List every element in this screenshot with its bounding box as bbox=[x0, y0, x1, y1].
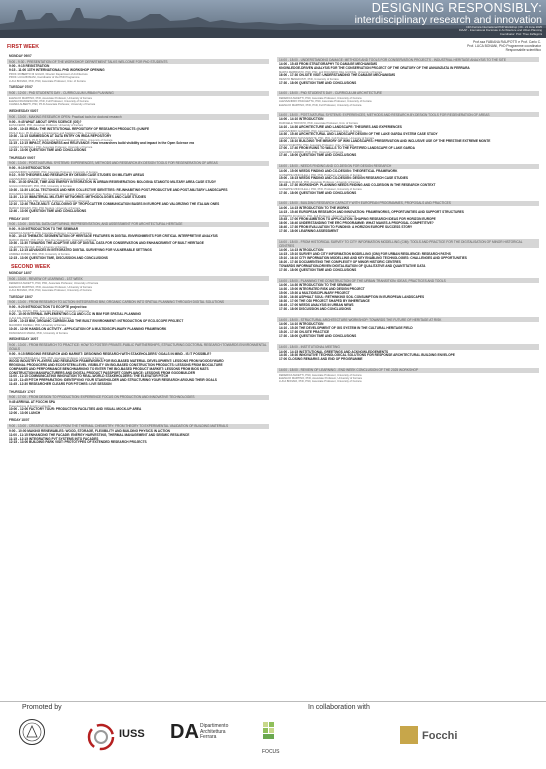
speaker-line: FEDERICA MAIETTI, PhD, PhD, Associate Professor, University of Ferrara bbox=[9, 282, 99, 286]
agenda-item: 12:10 - 12:40 TRACE-MILIT: CATALOGING OF TROPOCATTER COMMUNICATION BASES IN EUROPE AND VALORIZING THE ITALIAN ONES bbox=[9, 202, 220, 206]
speaker-line: GIUSEPPE MINCOLELLI, PhD, PhD, Professor, University of Ferrara bbox=[279, 173, 362, 177]
speaker-line: ALESSANDRO MASSARENTE, PhD, PhD, Full Professor, University of Ferrara bbox=[279, 136, 374, 140]
speaker-line: RENATO BENEDUSTI, PhD, University of Ferrara bbox=[279, 78, 339, 82]
da-letters: DA bbox=[170, 721, 199, 743]
agenda-item: 12:00 - 13:00 LUNCH bbox=[9, 411, 41, 416]
agenda-item: 17:00 CLOSING REMARKS AND END OF PROGRAMME bbox=[279, 357, 363, 362]
agenda-item: 14:10 - 14:30 ARCHITECTURE AND LANDSCAPE: THEORIES AND EXPERIENCES bbox=[279, 124, 402, 129]
agenda-item: 15:45 - 17:00 FROM AMBITION TO APPLICATION: SHAPING RESEARCH IDEAS FOR HORIZON EUROPE bbox=[279, 217, 436, 222]
speaker-line: FRANCESCO MARIA, PhD, University of Ferrara bbox=[9, 331, 68, 335]
speaker-line: GIACOMO GIRARDI, PhD, PhD, University of Ferrara bbox=[279, 151, 344, 155]
header-meta-3: Coordinator: Prof. Theo Zaffagnini bbox=[499, 31, 542, 36]
agenda-item: 12:15 - 13:00 QUESTION TIME AND CONCLUSIONS bbox=[9, 148, 87, 153]
agenda-item: WOOD INDUSTRY PLAYERS AND RESEARCH FRAMEWORKS FOR BIO-BASED MATERIAL DEVELOPMENT: LESSONS FROM WOODSYWARD bbox=[9, 358, 224, 363]
coordinator-3: Responsabile scientifico bbox=[505, 48, 541, 53]
speaker-line: GIULIA VICENTINI, PhD, Associate Professor, Univ. of Ferrara bbox=[279, 143, 354, 147]
session-block bbox=[7, 55, 269, 84]
agenda-item: 17:30 - 18:00 QUESTION TIME AND CONCLUSIONS bbox=[279, 190, 357, 195]
agenda-item: 10:30 - 11:30 LOCAL TECTONICS AND NEW COLLECTIVE IDENTITIES: RE-INHABITING POST-PRODUCTIVE AND POST-MILITARY LANDSCAPES bbox=[9, 187, 228, 192]
day-label: TUESDAY 15/07 bbox=[9, 294, 33, 299]
speaker-line: RICCARDO MANERI, PhD, Interuniversity Department of Regional and Urban Studies, Politecnico di Milano bbox=[9, 192, 138, 196]
speaker-line: LUCA BONANI, PhD, PhD, Associate Professor, University of Ferrara bbox=[279, 380, 362, 384]
day-label: FRIDAY 18/07 bbox=[9, 418, 30, 423]
agenda-item: 9:10 - 9:50 THEORIES AND RESEARCH BY DESIGN CASE STUDIES ON MILITARY AREAS bbox=[9, 173, 145, 178]
coordinator-2: Prof. LUCA BONANI, PhD Programme coordinator bbox=[467, 44, 541, 49]
speaker-line: ELENA FRANCESCONI, PhD, Full Professor, University of Ferrara bbox=[9, 100, 89, 104]
speaker-line: FEDERICA MAIETTI, PhD, Associate Professor, University of Ferrara bbox=[279, 96, 362, 100]
day-label: WEDNESDAY 16/07 bbox=[9, 337, 39, 342]
speaker-line: VALENTINA ZECCHI, PhD, University of Ferrara bbox=[9, 246, 67, 250]
agenda-item: 14:00 - 14:15 INSTITUTIONAL GREETINGS AND ACKNOWLEDGEMENTS bbox=[279, 349, 389, 354]
agenda-item: 16:45 - 17:00 NEEDS ANALYSIS IN URBAN NEWS bbox=[279, 302, 354, 307]
iuss-logo bbox=[86, 722, 145, 757]
agenda-item: 14:00 - 14:15 INTRODUCTION TO THE WORKS bbox=[279, 206, 350, 211]
speaker-line: GIULIA CORGNATI, PhD, PhD, University of Ferrara bbox=[9, 185, 72, 189]
da-caption: Dipartimento Architettura Ferrara bbox=[200, 723, 229, 741]
speaker-line: CHIARA ALBERTI, PhD, Ph.D Associate Professor, University of Ferrara bbox=[9, 103, 96, 107]
agenda-item: 11:45 - 12:30 RESEARCHER CLEARS FOR PITCHES: LIVE SESSION bbox=[9, 382, 112, 387]
speaker-line: ALESSANDRO PASCHETTA, PhD, Associate Professor, University of Ferrara bbox=[279, 100, 372, 104]
agenda-item: 9:00 - 9:15 REGISTRATION bbox=[9, 64, 50, 69]
iuss-logo-text: IUSS bbox=[119, 728, 145, 740]
agenda-item: 10:00 - 12:00 FACTORY TOUR: PRODUCTION FACILITIES AND VISUAL MOCK-UP AREA bbox=[9, 407, 142, 412]
first-week-title: FIRST WEEK bbox=[7, 44, 39, 50]
agenda-item: 14:15 - 15:10 SURVEY AND CITY INFORMATION MODELLING (CIM) FOR URBAN RESILIENCE: RESEARCH PATHS bbox=[279, 252, 451, 257]
right-column bbox=[277, 53, 539, 385]
speaker-line: CHIARA SCARPELLI, PhD, Associate Professor, University of Ferrara bbox=[9, 146, 93, 150]
agenda-item: 11:30 - 12:15 ADVANCES IN INTEGRATED DIGITAL SURVEYING FOR VULNERABLE SETTINGS bbox=[9, 248, 152, 253]
agenda-item: 10:20 - 12:00 HANDS-ON ACTIVITY - APPLICATION OF A MULTIDISCIPLINARY PLANNING FRAMEWORK bbox=[9, 326, 167, 331]
agenda-item: 9:00 - 9:10 INTRODUCTION bbox=[9, 165, 50, 170]
agenda-item: 9:00 - 9:20 INTRODUCTION TO ECOPTE project too bbox=[9, 305, 87, 310]
session-block bbox=[7, 218, 269, 262]
agenda-item: 9:00 - 9:15 BRIDGING RESEARCH AND MARKET: DESIGNING RESEARCH WITH STAKEHOLDERS' GOALS IN MIND - IS IT POSSIBLE? bbox=[9, 351, 212, 356]
day-label: FRIDAY 10/07 bbox=[9, 216, 30, 221]
speaker-line: ALESSANDRO GASPARI, PhD, Associate Professor, University of Ferrara bbox=[9, 170, 98, 174]
agenda-item: 17:30 - 18:00 DISCUSSION AND CONCLUSIONS bbox=[279, 306, 351, 311]
header-meta-1: 13th Ferrara International PhD Workshop | 09 - 21 June 2025 bbox=[466, 25, 542, 29]
speaker-line: ANDREA RUSSO, PhD, PhD, University of Ferrara bbox=[9, 253, 70, 257]
speaker-line: LUCA BONANI, PhD, PhD, Associate Professor, Univ. of Ferrara bbox=[9, 79, 86, 83]
agenda-item: KNOWLEDGE-DRIVEN ANALYSIS FOR THE CONSERVATION PROJECT OF THE ORATORY OF THE ANNUNZIATA IN FERRARA bbox=[279, 66, 470, 71]
second-week-title: SECOND WEEK bbox=[11, 263, 51, 270]
session-title-bar: 9:00 - 13:00 - FROM RESEARCH TO ACTION: INTEGRATING BIM, ORGANIC CARBON INTO SPATIAL PLANNING THROUGH DIGITAL SOLUTIONS bbox=[7, 300, 269, 305]
session-title-bar: 9:00 - 9:30 - PRESENTATION OF THE WORKSHOP. DEPARTMENT TALKS WELCOME FOR PhD STUDENTS bbox=[7, 59, 269, 64]
agenda-item: 9:15 - 11:00 13TH INTERNATIONAL PHD WORKSHOP OPENING bbox=[9, 68, 105, 73]
agenda-item: 17:40 - 18:00 QUESTION TIME AND CONCLUSIONS bbox=[279, 153, 357, 158]
speaker-line: MARTA ZERBINATO, PhD, PhD, and RICCARDO DEL GIUDICE, University of Ferrara bbox=[279, 71, 383, 74]
agenda-item: 16:20 - 17:30 DOCUMENTING THE COMPLEXITY OF MINOR HISTORIC CENTRES bbox=[279, 260, 401, 265]
session-block bbox=[277, 160, 539, 197]
session-title-bar: 14:00 - 18:00 - POST-NATURAL SYSTEMS: EXPERIENCES, METHODS AND RESEARCH-BY-DESIGN TOOLS FOR REGENERATION OF AREAS bbox=[277, 112, 539, 117]
session-title-bar: 9:00 - 13:00 - DIGITAL DATA CAPTURING, REPRESENTATION, AND ASSESSMENT FOR ARCHITECTURAL HERITAGE bbox=[7, 222, 269, 227]
agenda-item: 10:30 - 11:15 SUBMISSION AT DATA ENTRY ON IRIDA REPOSITORY bbox=[9, 133, 112, 138]
speaker-line: RAFFAELE TROVATO, PhD, Associate Professor, Univ. of Ferrara bbox=[279, 122, 358, 126]
agenda-item: 9:00 - 10:00 MAKING RENEWABLES: WOOD, STORAGE, FLEXIBILITY AND BUILDING PHYSICS IN ACTION bbox=[9, 428, 170, 433]
agenda-item: 14:00 - 14:10 INTRODUCTION bbox=[279, 117, 324, 122]
speaker-line: ELISA FERRI, PhD, Associate Professor, University of Ferrara bbox=[9, 124, 83, 128]
session-title-bar: 14:00 - 18:00 - INSTITUTIONAL MEETING bbox=[277, 344, 539, 349]
session-title-bar: 14:00 - 18:00 - UNDERSTANDING DAMAGE: METHODS AND TOOLS FOR CONSERVATION PROJECTS - INDUSTRIAL HERITAGE ANALYSIS TO THE SITE bbox=[277, 57, 539, 62]
speaker-line: ELENA GIROLAMI, PhD, Associate Professor, University of Ferrara bbox=[9, 199, 90, 203]
focus-caption: FOCUS bbox=[262, 749, 280, 755]
collaboration-label: In collaboration with bbox=[308, 704, 370, 711]
day-label: THURSDAY 17/07 bbox=[9, 389, 36, 394]
unife-logo bbox=[18, 718, 73, 751]
focchi-wordmark-icon bbox=[400, 724, 480, 746]
speaker-line: LUCA DAL PASTO, PhD, Associate Professor, University of Ferrara bbox=[9, 309, 90, 313]
day-label: WEDNESDAY 08/07 bbox=[9, 109, 39, 114]
speaker-line: GIUSEPPE MINCOLELLI, PhD, PhD, Associate Professor, University of Ferrara bbox=[9, 356, 104, 360]
agenda-item: 9:00 - 9:45 WHAT ABOUT OPEN SCIENCE (OS)? bbox=[9, 119, 82, 124]
agenda-item: 14:00 - 15:45 FROM STRATIGRAPHY TO DAMAGE MECHANISMS bbox=[279, 62, 378, 67]
session-block bbox=[277, 340, 539, 363]
coordinators bbox=[467, 40, 541, 52]
agenda-item: 9:30 - 10:15 THEMATIC SEGMENTATION OF HERITAGE FEATURES IN DIGITAL ENVIRONMENTS FOR CRITICAL INTERPRETIVE ANALYSIS bbox=[9, 234, 218, 239]
session-block bbox=[7, 110, 269, 154]
session-block bbox=[277, 235, 539, 274]
agenda-item: 17:30 - 18:00 QUESTION TIME AND CONCLUSIONS bbox=[279, 334, 357, 339]
session-block bbox=[7, 276, 269, 293]
session-title-bar: 9:00 - 13:00 - POST-NATURAL SYSTEMS: EXPERIENCES, METHODS AND RESEARCH-BY-DESIGN TOOLS FOR REGENERATION OF AREAS bbox=[7, 161, 269, 166]
agenda-item: 15:20 - 17:30 ON-SITE PRACTICE bbox=[279, 330, 330, 335]
speaker-line: MARCO RAVAZZI, PhD, PhD Student, University of Ferrara bbox=[9, 206, 80, 210]
agenda-item: 9:45 ARRIVAL AT FOCCHI SPA bbox=[9, 399, 56, 404]
agenda-item: 14:30 - 15:40 ARCHITECTURAL AND LANDSCAPE DESIGN OF THE LAKE GARDA SYSTEM CASE STUDY bbox=[279, 131, 438, 136]
session-title-bar: 14:00 - 18:00 - NEEDS FINDING AND CO-DESIGN FOR DESIGN RESEARCH bbox=[277, 164, 539, 169]
agenda-item: 14:15 - 15:40 EUROPEAN RESEARCH AND INNOVATION: FRAMEWORKS, OPPORTUNITIES AND SUPPORT STRUCTURES bbox=[279, 209, 464, 214]
session-title-bar: 9:00 - 17:00 - FROM DESIGN TO PRODUCTION: EXPERIENCE FOCUS ON PRODUCTION AND INNOVATIVE TECHNOLOGIES bbox=[7, 395, 269, 400]
agenda-item: 17:30 - 18:00 QUESTION TIME AND CONCLUSIONS bbox=[279, 267, 357, 272]
session-title-bar: 9:00 - 13:00 - REVIEW OF LEARNING - 1ST WEEK bbox=[7, 276, 269, 281]
agenda-item: 9:00 - 9:30 INTRODUCTION TO THE SEMINAR bbox=[9, 226, 79, 231]
session-title-bar: 14:00 - 18:00 - REVIEW OF LEARNING - END WEEK CONCLUSION OF THE 2025 WORKSHOP bbox=[277, 368, 539, 373]
agenda-item: 9:50 - 10:30 SPACE, TIME AND ENERGY INTEGRATION IN URBAN REGENERATION: BOLOGNA STAMOTO MILITARY AREA CASE STUDY bbox=[9, 180, 217, 185]
session-block bbox=[7, 391, 269, 418]
iuss-mark-icon bbox=[86, 722, 116, 752]
session-block bbox=[7, 338, 269, 388]
day-label: MONDAY 14/07 bbox=[9, 270, 32, 275]
left-column bbox=[7, 53, 269, 447]
day-label: TUESDAY 07/07 bbox=[9, 85, 33, 90]
session-block bbox=[277, 364, 539, 385]
speaker-line: Presentazione di Focchi in azienda bbox=[9, 404, 51, 408]
agenda-item: 16:30 - 17:00 THE ODI PROJECT SHAPED BY INHERITANCE bbox=[279, 299, 370, 303]
speaker-line: MARCO STURZA, Ph.D Scientific and Technical Research Office, University of Ferrara bbox=[9, 138, 113, 142]
agenda-item: CONSTRUCTION MANUFACTURERS AND DIGITAL PRODUCT PASSPORT COMPLIANCE: LESSONS FROM GOODBUILDER bbox=[9, 370, 195, 375]
speaker-line: ELENA DI MARTINO, PhD, PhD, Full Professor, University of Ferrara bbox=[279, 103, 362, 107]
agenda-item: 12:15 - 13:00 BUILDING PARK VISIT: PROTOTYPES OF EXTENDED RESEARCH PROJECTS bbox=[9, 440, 147, 445]
header-subtitle: interdisciplinary research and innovation bbox=[354, 14, 542, 26]
focus-mark-icon bbox=[262, 720, 282, 744]
agenda-item: 12:40 - 13:00 QUESTION TIME AND CONCLUSIONS bbox=[9, 209, 87, 214]
unife-seal-icon bbox=[18, 718, 46, 746]
session-block bbox=[7, 157, 269, 216]
speaker-line: LUCA DAL PASTO, PhD, PhD, University of Ferrara bbox=[9, 317, 71, 321]
agenda-item: 15:30 - 16:30 ASPHALT SOUL: RETHINKING SOIL CONSUMPTION IN EUROPEAN LANDSCAPES bbox=[279, 295, 425, 300]
session-title-bar: 14:00 - 18:00 - FROM HISTORICAL SURVEY TO CITY INFORMATION MODELLING (CIM): TOOLS AND PRACTICE FOR THE DIGITALISATION OF MINOR HISTORICAL CENTRES bbox=[277, 239, 539, 248]
session-block bbox=[277, 313, 539, 340]
session-title-bar: 14:00 - 18:00 - BUILDING RESEARCH CAPACITY WITH EUROPEAN PROGRAMMES, PROPOSALS AND PRACTICES bbox=[277, 201, 539, 206]
footer bbox=[0, 701, 546, 769]
agenda-item: 10:30 - 11:30 TOWARDS THE ADAPTIVE USE OF DIGITAL DATA FOR CONSERVATION AND ENHANCEMENT OF BUILT HERITAGE bbox=[9, 241, 204, 246]
agenda-item: 11:30 - 12:10 IMMATERIAL MILITARY NETWORKS: METHODOLOGIES AND CASE STUDIES bbox=[9, 194, 146, 199]
session-block bbox=[277, 274, 539, 313]
day-label: THURSDAY 09/07 bbox=[9, 155, 36, 160]
agenda-item: 10:00 - 10:15 BIM, ORGANIC CARBON AND THE BUILT ENVIRONMENT: INTRODUCTION OF ECO-SCOPE PROJECT bbox=[9, 319, 184, 324]
speaker-line: FEDERICA MAIETTI, PhD, Associate Professor, University of Ferrara bbox=[9, 231, 92, 235]
agenda-item: 14:00 - 14:10 INTRODUCTION bbox=[279, 322, 324, 327]
session-title-bar: 9:00 - 13:00 - CREATIVE BUILDING FROM THE THERMAL CHEMISTRY: FROM THEORY TO EXPERIMENTAL VALIDATION OF BUILDING MATERIALS bbox=[7, 424, 269, 429]
speaker-line: PAOLO ELLI, Ph.D Library, Administration and Statistics Office, University of Ferrara bbox=[9, 131, 110, 135]
svg-text:Focchi: Focchi bbox=[422, 730, 458, 742]
session-block bbox=[7, 86, 269, 108]
speaker-line: PROF. ROBERTO DI GIULIO, Director Department of Architecture bbox=[9, 73, 88, 77]
agenda-item: 16:45 - 17:30 WORKSHOP: PLANNING NEEDS FINDING AND CO-DESIGN IN THE RESEARCH CONTEXT bbox=[279, 183, 436, 188]
agenda-item: 14:00 - 14:15 INTRODUCTION bbox=[279, 248, 324, 253]
header-meta-2: DIAAP - International Doctorate in Architecture and Urban Planning bbox=[458, 28, 542, 33]
agenda-item: 12:15 - 13:00 QUESTION TIME, DISCUSSION AND CONCLUSIONS bbox=[9, 255, 108, 260]
speaker-line: LUCA BONANI, PhD, PhD, Associate Professor, University of Ferrara bbox=[9, 288, 92, 292]
session-block bbox=[277, 87, 539, 108]
focus-logo bbox=[262, 720, 282, 755]
session-block bbox=[277, 53, 539, 87]
speaker-line: ELENA DI MARTINO, PhD, Associate Professor, University of Ferrara bbox=[9, 96, 92, 100]
agenda-item: 11:15 - 12:15 INTEGRATING PVT SYSTEMS INTO FACADES bbox=[9, 436, 99, 441]
session-title-bar: 14:00 - 18:00 - PhD STUDENTS DAY - CURRICULUM ARCHITECTURE bbox=[277, 91, 539, 96]
speaker-line: ROBERTO DI GIULIO, PhD, Full Professor, University of Ferrara bbox=[279, 214, 356, 218]
agenda-item: 14:10 - 15:20 THE DEVELOPMENT OF GIS SYSTEM IN THE CULTURAL HERITAGE FIELD bbox=[279, 326, 413, 331]
agenda-item: TOWARDS INFORMATION-DRIVEN DIGITALISATION OF QUALITATIVE AND QUANTITATIVE DATA bbox=[279, 263, 426, 268]
agenda-item: 11:00 - 11:15 ENHANCING THE FACADE: ENERGY HARVESTING, THERMAL MANAGEMENT AND SEISMIC RESILIENCE bbox=[9, 432, 190, 437]
agenda-item: 9:20 - 10:00 INTERNAL IMPLEMENTING LCA AND LCC IN BIM FOR SPATIAL PLANNING bbox=[9, 312, 141, 317]
agenda-item: 14:00 - 15:00 NEEDS FINDING AND CO-DESIGN: THEORETICAL FRAMEWORK bbox=[279, 168, 398, 173]
coordinator-1: Prof.ssa FABIANA RAUPOTTI e Prof. Carlo C. bbox=[473, 40, 541, 44]
session-block bbox=[277, 197, 539, 235]
agenda-item: 16:40 - 17:30 FROM EVALUATION TO FUNDING: A HORIZON EUROPE SUCCESS STORY bbox=[279, 224, 413, 229]
promoted-by-label: Promoted by bbox=[22, 704, 62, 711]
da-logo bbox=[170, 721, 229, 743]
agenda-item: 16:00 - 16:40 UNDERSTANDING THE ERC PROGRAMME: WHAT MAKES A PROPOSAL COMPETITIVE? bbox=[279, 221, 434, 226]
speaker-line: GIUSEPPE MINCOLELLI, PhD, PhD, Professor, University of Ferrara bbox=[279, 188, 362, 192]
agenda-item: 11:00 - 11:15 COMMUNICATING INNOVATION TO REAL-WORLD STAKEHOLDERS: THE ELEVATOR PITCH bbox=[9, 374, 169, 379]
agenda-item: 16:00 - 16:10 BUILDING THE MEMORY OF WWI LANDSCAPES: PRESERVATION AND INCLUSIVE USE OF THE PRESTINE EXTREME MONTE bbox=[279, 139, 491, 144]
speaker-line: MARCO MEDICI, PhD, Ph.D, Post-Doc Researcher, University of Ferrara bbox=[9, 238, 97, 242]
header-title: DESIGNING RESPONSIBLY: bbox=[371, 1, 542, 15]
agenda-item: 17:30 - 18:00 LEARNING ASSESSMENT bbox=[279, 228, 339, 233]
agenda-item: 11:15 - 11:45 PITCH PREPARATION: IDENTIFYING YOUR STAKEHOLDER AND STRUCTURING YOUR RESEARCH AROUND THEIR GOALS bbox=[9, 378, 217, 383]
speaker-line: MAURIZIO DANIELI, PhD, University of Ferrara bbox=[9, 324, 66, 328]
agenda-item: 15:10 - 16:10 CITY INFORMATION MODELLING AND KEY ENABLING TECHNOLOGIES: CHALLENGES AND OPPORTUNITIES bbox=[279, 256, 467, 261]
speaker-line: ELENA DI MARTINO, PhD, Associate Professor, University of Ferrara bbox=[9, 285, 92, 289]
agenda-item: 14:30 - 16:30 INNOVATIVE TECHNOLOGICAL SOLUTIONS FOR RESPONSE ARCHITECTURAL BUILDING ENVELOPE bbox=[279, 353, 455, 358]
agenda-item: 14:30 - 15:00 INTEGRATED RISK AND DESIGN PROJECT bbox=[279, 287, 365, 292]
header-banner bbox=[0, 0, 546, 38]
agenda-item: 17:30 - 18:00 QUESTION TIME AND CONCLUSIONS bbox=[279, 80, 357, 85]
agenda-item: 17:00 - 17:40 FROM RUINS TO WALLS TO THE FORTIFIED LANDSCAPE OF LAKE GARDA bbox=[279, 146, 415, 151]
agenda-item: 15:00 - 16:15 NEEDS FINDING AND CO-DESIGN: DESIGN RESEARCH CASE STUDIES bbox=[279, 176, 408, 181]
session-block bbox=[7, 419, 269, 446]
focchi-logo bbox=[400, 724, 480, 751]
session-title-bar: 14:00 - 18:00 - STRUCTURAL ARCHITECTURE WORKSHOP: TOWARDS THE FUTURE OF HERITAGE AT RISK bbox=[277, 317, 539, 322]
agenda-item: COMPANIES AND PERFORMANCE BENCHMARKING TO ENTER THE BIO-BASED PRODUCT MARKET: LESSONS FROM BIOS MATS bbox=[9, 366, 209, 371]
session-title-bar: 14:00 - 18:00 - PLANNING THE CONSTRUCTION OF THE URBAN TRANSITION: IDEAS, PRACTICES AND TOOLS bbox=[277, 278, 539, 283]
agenda-item: 16:00 - 17:30 ON-SITE VISIT: UNDERSTANDING THE DAMAGE MECHANISMS bbox=[279, 73, 396, 78]
day-label: MONDAY 09/07 bbox=[9, 54, 32, 58]
session-title-bar: 9:00 - 12:00 - PhD STUDENTS DAY - CURRICULUM URBAN PLANNING bbox=[7, 91, 269, 96]
agenda-item: 11:15 - 12:15 IMPACT, ROUNDNESS and RELEVANCE: How researchers build visibility and impact in the Open Science era bbox=[9, 141, 194, 146]
speaker-line: FEDERICA MAIETTI, PhD, Associate Professor, University of Ferrara bbox=[279, 373, 362, 377]
speaker-line: ALESSANDRO GASPARI, PhD, Associate Professor, Univ. of Ferrara bbox=[279, 129, 362, 133]
speaker-line: MICHELE MARCHI, PhD, Associate Professor, University of Ferrara bbox=[279, 181, 360, 185]
speaker-line: ELENA DI MARTINO, PhD, Associate Professor, University of Ferrara bbox=[279, 377, 362, 381]
agenda-item: 10:00 - 10:15 IRIDA: THE INSTITUTIONAL REPOSITORY OF RESEARCH PRODUCTS @UNIFE bbox=[9, 126, 150, 131]
session-title-bar: 9:00 - 13:00 - FROM RESEARCH TO PRACTICE: HOW TO FOSTER PRIVATE-PUBLIC PARTNERSHIPS, STRUCTURING DOCTORAL RESEARCH TOWARDS ENVIRONMENTAL GOALS bbox=[7, 342, 269, 351]
speaker-line: PROF. LUCA BONANI, Coordinator of the PhD Programme bbox=[9, 76, 80, 80]
agenda-item: 15:00 - 15:30 A MULTIDISCIPLINARY PROJECT bbox=[279, 291, 350, 296]
speaker-line: ALESSANDRO GASPARI, PhD, Associate Professor, University of Ferrara bbox=[9, 178, 98, 182]
session-block bbox=[277, 108, 539, 160]
session-block bbox=[7, 296, 269, 337]
agenda-item: REGIONAL PRODUCERS AND ECOSYSTEM-LEVEL VISIBILITY ON BIO-BASED CONSTRUCTION PRODUCTS: LESSONS FROM BIOCULTURE bbox=[9, 362, 223, 367]
session-title-bar: 9:00 - 13:00 - MAKING RESEARCH OPEN: Practical tools for doctoral research bbox=[7, 114, 269, 119]
agenda-item: 14:00 - 14:30 INTRODUCTION TO THE SEMINAR bbox=[279, 283, 352, 288]
